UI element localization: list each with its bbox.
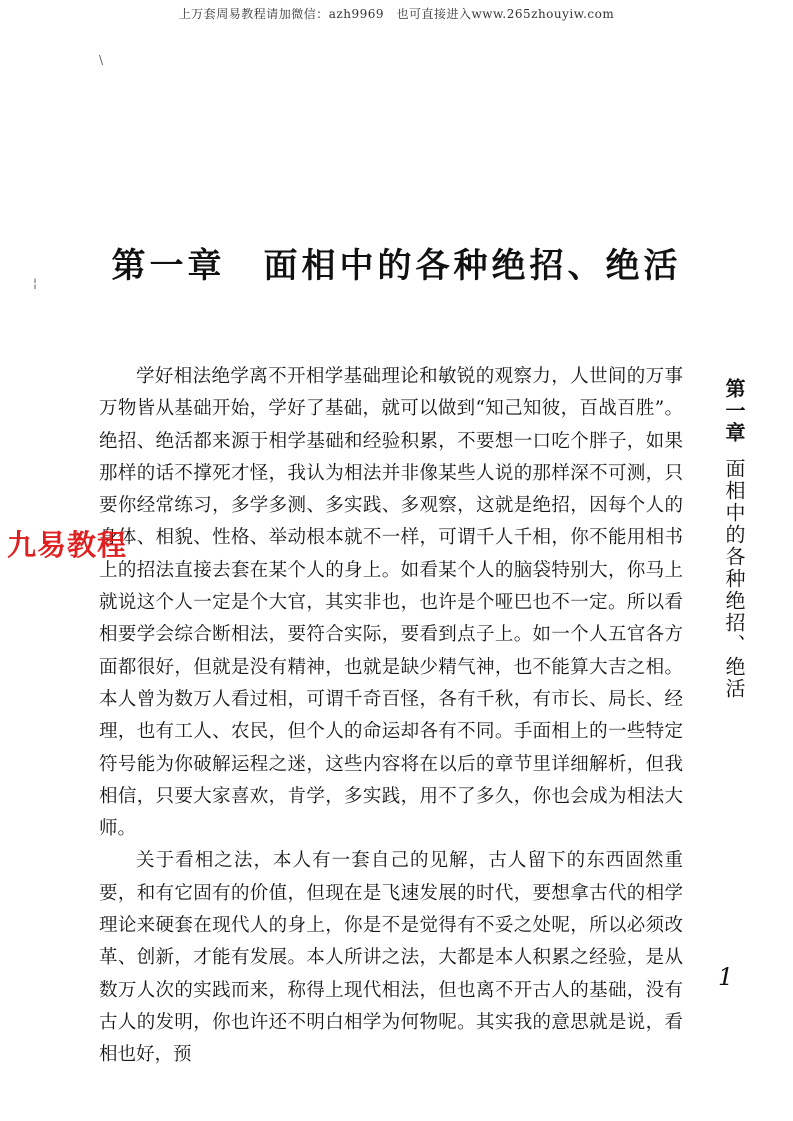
side-chapter-tab	[713, 378, 749, 700]
paragraph: 学好相法绝学离不开相学基础理论和敏锐的观察力，人世间的万事万物皆从基础开始，学好了基础，就可以做到“知己知彼，百战百胜”。绝招、绝活都来源于相学基础和经验积累，不要想一口吃个胖子，如果那样的话不撑死才怪，我认为相法并非像某些人说的那样深不可测，只要你经常练习，多学多测、多实践、多观察，这就是绝招，因每个人的身体、相貌、性格、举动根本就不一样，可谓千人千相，你不能用相书上的招法直接去套在某个人的身上。如看某个人的脑袋特别大，你马上就说这个人一定是个大官，其实非也，也许是个哑巴也不一定。所以看相要学会综合断相法，要符合实际，要看到点子上。如一个人五官各方面都很好，但就是没有精神，也就是缺少精气神，也不能算大吉之相。本人曾为数万人看过相，可谓千奇百怪，各有千秋，有市长、局长、经理，也有工人、农民，但个人的命运却各有不同。手面相上的一些特定符号能为你破解运程之迷，这些内容将在以后的章节里详细解析，但我相信，只要大家喜欢，肯学，多实践，用不了多久，你也会成为相法大师。	[99, 366, 683, 840]
header-note: 上万套周易教程请加微信：azh9969 也可直接进入www.265zhouyiw.com	[178, 7, 615, 21]
chapter-heading: 面相中的各种绝招、绝活	[263, 246, 682, 286]
page-number: 1	[718, 963, 734, 991]
side-chapter-number: 第一章	[722, 378, 746, 444]
stray-mark: ¦	[33, 276, 38, 290]
stray-mark: \	[99, 53, 104, 67]
chapter-title	[0, 238, 793, 287]
watermark-logo: 九易教程	[7, 528, 128, 562]
side-chapter-title: 面相中的各种绝招、绝活	[722, 458, 746, 700]
paragraph: 关于看相之法，本人有一套自己的见解，古人留下的东西固然重要，和有它固有的价值，但现在是飞速发展的时代，要想拿古代的相学理论来硬套在现代人的身上，你是不是觉得有不妥之处呢，所以必须改革、创新，才能有发展。本人所讲之法，大都是本人积累之经验，是从数万人次的实践而来，称得上现代相法，但也离不开古人的基础，没有古人的发明，你也许还不明白相学为何物呢。其实我的意思就是说，看相也好，预	[99, 850, 683, 1066]
body-text	[99, 361, 683, 1072]
chapter-number: 第一章	[111, 246, 226, 286]
